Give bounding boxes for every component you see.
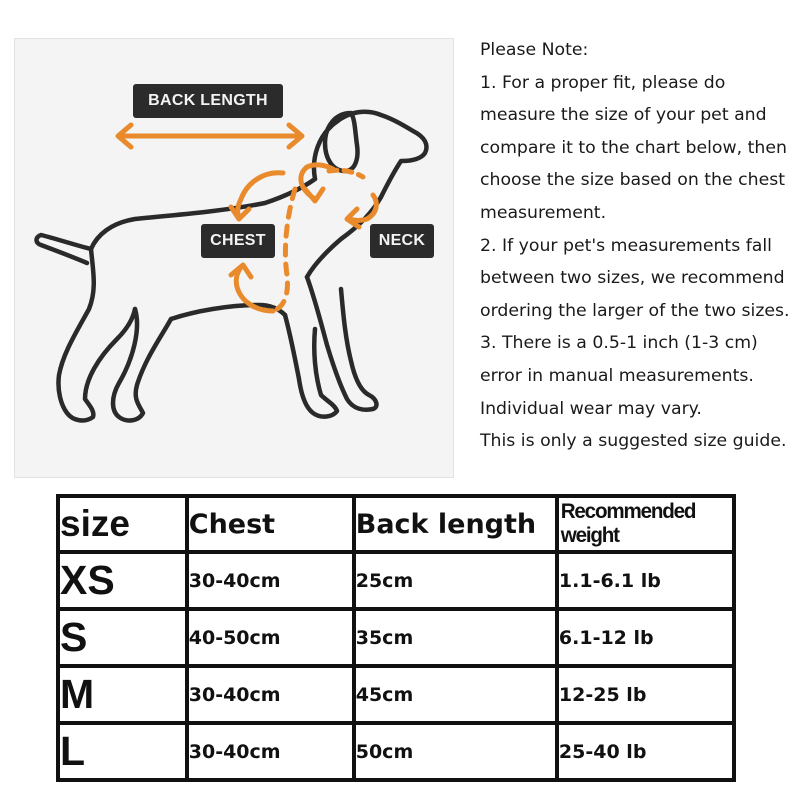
chest-label: CHEST (201, 224, 275, 258)
note-line: between two sizes, we recommend (480, 268, 785, 289)
chest-cell: 30-40cm (187, 723, 354, 780)
note-line: Individual wear may vary. (480, 398, 702, 419)
back-length-cell: 35cm (354, 609, 557, 666)
back-length-cell: 50cm (354, 723, 557, 780)
chest-cell: 40-50cm (187, 609, 354, 666)
header-size: size (58, 496, 187, 552)
note-line: 1. For a proper fit, please do (480, 72, 726, 93)
note-line: This is only a suggested size guide. (480, 431, 787, 452)
weight-cell: 1.1-6.1 lb (557, 552, 734, 609)
neck-label: NECK (370, 224, 434, 258)
dog-tail-outline (37, 235, 92, 263)
chest-cell: 30-40cm (187, 552, 354, 609)
back-length-label: BACK LENGTH (133, 84, 283, 118)
size-cell: S (58, 609, 187, 666)
back-length-cell: 25cm (354, 552, 557, 609)
header-back-length: Back length (354, 496, 557, 552)
table-row (58, 666, 734, 723)
back-length-cell: 45cm (354, 666, 557, 723)
size-cell: L (58, 723, 187, 780)
note-line: measurement. (480, 202, 607, 223)
table-header-row (58, 496, 734, 552)
table-row (58, 723, 734, 780)
note-line: 2. If your pet's measurements fall (480, 235, 772, 256)
weight-cell: 25-40 lb (557, 723, 734, 780)
weight-cell: 6.1-12 lb (557, 609, 734, 666)
measurement-diagram (14, 38, 454, 478)
table-row (58, 609, 734, 666)
header-recommended-weight: Recommended weight (559, 496, 733, 552)
note-line: measure the size of your pet and (480, 105, 767, 126)
note-line: 3. There is a 0.5-1 inch (1-3 cm) (480, 333, 758, 354)
dog-ear-outline (325, 113, 358, 171)
dog-hind-leg-inner-outline (113, 309, 171, 420)
chest-dashed-loop (273, 189, 295, 311)
table-row (58, 552, 734, 609)
size-cell: M (58, 666, 187, 723)
note-text (480, 34, 800, 458)
size-cell: XS (58, 552, 187, 609)
note-line: error in manual measurements. (480, 365, 754, 386)
dog-hind-leg-outline (58, 249, 135, 420)
header-chest: Chest (187, 496, 354, 552)
chest-cell: 30-40cm (187, 666, 354, 723)
note-line: Please Note: (480, 40, 589, 60)
note-line: ordering the larger of the two sizes. (480, 300, 790, 321)
note-line: compare it to the chart below, then (480, 137, 787, 158)
dog-front-leg-inner-outline (285, 315, 337, 417)
weight-cell: 12-25 lb (557, 666, 734, 723)
note-line: choose the size based on the chest (480, 170, 785, 191)
neck-dashed-loop (329, 170, 363, 177)
size-chart-table (56, 494, 736, 782)
neck-curve-arrowhead (305, 189, 323, 201)
